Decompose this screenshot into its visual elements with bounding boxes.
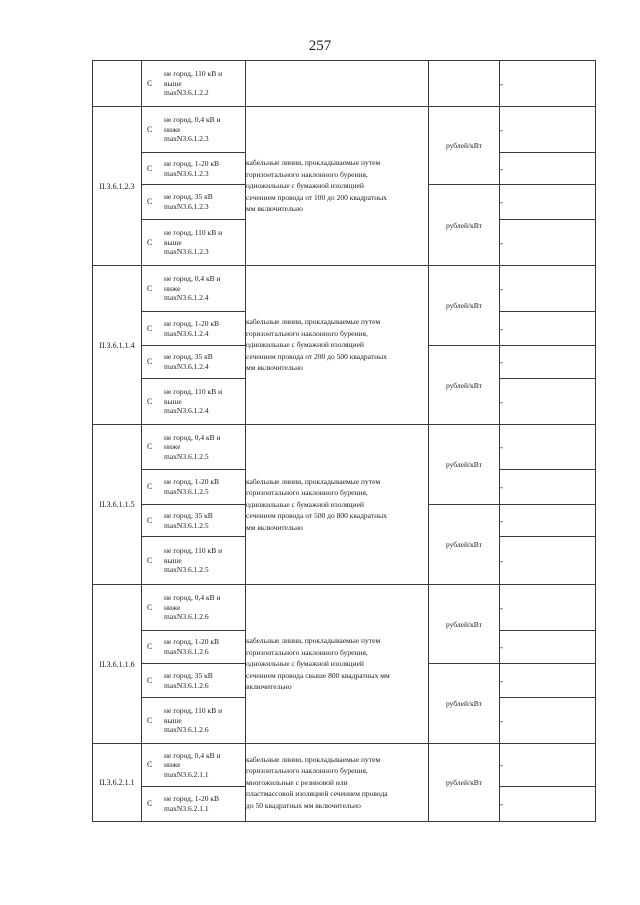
category-line: не город, 110 кВ и <box>164 706 223 716</box>
category-cell <box>142 312 246 346</box>
category-cell <box>142 379 246 425</box>
category-line: ниже <box>164 283 181 293</box>
value-cell: - <box>500 787 596 822</box>
category-line: ниже <box>164 442 181 452</box>
category-line: maxN3.6.1.2.4 <box>164 293 209 303</box>
value-cell: - <box>500 698 596 744</box>
category-line: не город, 1-20 кВ <box>164 477 219 487</box>
description-line: мм включительно <box>246 522 303 532</box>
unit-cell: рублей/кВт <box>429 107 500 185</box>
description-cell <box>246 425 429 585</box>
table-row <box>93 744 596 787</box>
description-empty <box>246 61 429 107</box>
category-line: maxN3.6.2.1.1 <box>164 769 209 779</box>
category-letter: С <box>147 124 153 134</box>
category-line: maxN3.6.1.2.3 <box>164 247 209 257</box>
value-cell: - <box>500 346 596 379</box>
category-text <box>164 476 245 497</box>
category-text <box>164 114 245 145</box>
value-cell: - <box>500 185 596 220</box>
category-line: не город, 110 кВ и <box>164 228 223 238</box>
category-letter: С <box>147 396 153 406</box>
category-line: maxN3.6.1.2.6 <box>164 612 209 622</box>
category-cell <box>142 266 246 312</box>
category-text <box>164 386 245 417</box>
category-line: не город, 0,4 кВ и <box>164 115 221 125</box>
category-line: maxN3.6.1.2.5 <box>164 520 209 530</box>
category-line: не город, 0,4 кВ и <box>164 274 221 284</box>
category-text <box>164 432 245 463</box>
description-line: одножильные с бумажной изоляцией <box>246 181 364 191</box>
description-line: горизонтального наклонного бурения, <box>246 766 368 776</box>
category-cell <box>142 470 246 505</box>
unit-cell: рублей/кВт <box>429 505 500 585</box>
description-cell <box>246 585 429 744</box>
category-cell <box>142 107 246 153</box>
category-cell <box>142 744 246 787</box>
category-text <box>164 191 245 212</box>
value-cell: - <box>500 744 596 787</box>
description-line: мм включительно <box>246 204 303 214</box>
category-text <box>164 318 245 339</box>
category-line: maxN3.6.1.2.5 <box>164 451 209 461</box>
unit-cell: рублей/кВт <box>429 664 500 744</box>
category-letter: С <box>147 163 153 173</box>
category-line: выше <box>164 555 182 565</box>
category-cell <box>142 185 246 220</box>
unit-cell: рублей/кВт <box>429 346 500 425</box>
category-text <box>164 227 245 258</box>
category-cell <box>142 787 246 822</box>
category-cell <box>142 220 246 266</box>
category-letter: С <box>147 357 153 367</box>
description-line: кабельные линии, прокладываемые путем <box>246 317 381 327</box>
description-line: одножильные с бумажной изоляцией <box>246 659 364 669</box>
category-text <box>164 750 245 781</box>
category-line: не город, 0,4 кВ и <box>164 432 221 442</box>
value-cell: - <box>500 631 596 664</box>
category-letter: С <box>147 482 153 492</box>
category-text <box>164 510 245 531</box>
category-line: выше <box>164 237 182 247</box>
category-line: maxN3.6.1.2.3 <box>164 202 209 211</box>
unit-cell: рублей/кВт <box>429 744 500 822</box>
description-cell <box>246 744 429 822</box>
category-line: maxN3.6.1.2.2 <box>164 88 209 98</box>
category-cell <box>142 698 246 744</box>
description-line: одножильные с бумажной изоляцией <box>246 499 364 509</box>
category-text <box>164 545 245 576</box>
category-line: не город, 1-20 кВ <box>164 794 219 804</box>
description-line: одножильные с бумажной изоляцией <box>246 340 364 350</box>
value-cell: - <box>500 379 596 425</box>
category-cell <box>142 425 246 470</box>
description-line: кабельные линии, прокладываемые путем <box>246 754 381 764</box>
category-cell <box>142 585 246 631</box>
section-code: II.3.6.1.1.5 <box>93 425 142 585</box>
section-code-empty <box>93 61 142 107</box>
value-cell: - <box>500 61 596 107</box>
description-line: до 50 квадратных мм включительно <box>246 800 361 810</box>
unit-cell: рублей/кВт <box>429 266 500 346</box>
category-line: ниже <box>164 602 181 612</box>
category-cell <box>142 631 246 664</box>
category-text <box>164 592 245 623</box>
category-cell <box>142 346 246 379</box>
category-line: выше <box>164 78 182 88</box>
section-code: II.3.6.2.1.1 <box>93 744 142 822</box>
category-cell <box>142 153 246 185</box>
description-cell <box>246 266 429 425</box>
value-cell: - <box>500 585 596 631</box>
category-letter: С <box>147 283 153 293</box>
value-cell: - <box>500 537 596 585</box>
category-line: не город, 35 кВ <box>164 670 213 680</box>
category-line: maxN3.6.1.2.5 <box>164 487 209 496</box>
category-line: не город, 0,4 кВ и <box>164 593 221 603</box>
value-cell: - <box>500 312 596 346</box>
unit-cell: рублей/кВт <box>429 425 500 505</box>
category-line: выше <box>164 715 182 725</box>
category-text <box>164 793 245 814</box>
category-line: не город, 110 кВ и <box>164 387 223 397</box>
category-line: maxN3.6.1.2.4 <box>164 328 209 338</box>
category-line: не город, 35 кВ <box>164 192 213 202</box>
description-line: сечением провода от 200 до 500 квадратных <box>246 351 387 361</box>
value-cell: - <box>500 107 596 153</box>
section-code: II.3.6.1.2.3 <box>93 107 142 266</box>
description-cell <box>246 107 429 266</box>
category-text <box>164 273 245 304</box>
category-line: не город, 35 кВ <box>164 510 213 520</box>
section-code: II.3.6.1.1.4 <box>93 266 142 425</box>
category-letter: С <box>147 323 153 333</box>
category-text <box>164 636 245 657</box>
category-cell <box>142 537 246 585</box>
description-line: пластмассовой изоляцией сечением провода <box>246 789 388 799</box>
category-line: maxN3.6.1.2.3 <box>164 168 209 178</box>
table-row <box>93 266 596 312</box>
section-code: II.3.6.1.1.6 <box>93 585 142 744</box>
category-line: maxN3.6.1.2.6 <box>164 725 209 735</box>
category-line: не город, 1-20 кВ <box>164 158 219 168</box>
category-text <box>164 68 245 99</box>
category-letter: С <box>147 602 153 612</box>
table-row <box>93 61 596 107</box>
value-cell: - <box>500 664 596 698</box>
unit-empty <box>429 61 500 107</box>
description-line: кабельные линии, прокладываемые путем <box>246 476 381 486</box>
category-letter: С <box>147 555 153 565</box>
value-cell: - <box>500 470 596 505</box>
category-line: maxN3.6.1.2.6 <box>164 680 209 690</box>
value-cell: - <box>500 153 596 185</box>
tariff-table <box>92 60 596 822</box>
category-letter: С <box>147 715 153 725</box>
description-line: сечением провода свыше 800 квадратных мм <box>246 670 390 680</box>
category-letter: С <box>147 197 153 207</box>
description-line: многожильные с резиновой или <box>246 777 348 787</box>
description-line: кабельные линии, прокладываемые путем <box>246 158 381 168</box>
category-letter: С <box>147 642 153 652</box>
description-line: горизонтального наклонного бурения, <box>246 328 368 338</box>
description-line: мм включительно <box>246 363 303 373</box>
page-number: 257 <box>308 38 332 54</box>
category-line: не город, 1-20 кВ <box>164 637 219 647</box>
category-line: не город, 1-20 кВ <box>164 318 219 328</box>
category-text <box>164 351 245 372</box>
description-line: горизонтального наклонного бурения, <box>246 169 368 179</box>
category-letter: С <box>147 760 153 770</box>
category-line: maxN3.6.1.2.3 <box>164 134 209 144</box>
category-line: не город, 110 кВ и <box>164 69 223 79</box>
unit-cell: рублей/кВт <box>429 585 500 664</box>
description-line: кабельные линии, прокладываемые путем <box>246 636 381 646</box>
value-cell: - <box>500 505 596 537</box>
category-line: ниже <box>164 760 181 770</box>
category-line: maxN3.6.1.2.6 <box>164 647 209 656</box>
description-line: сечением провода от 100 до 200 квадратных <box>246 192 387 202</box>
description-line: сечением провода от 500 до 800 квадратных <box>246 511 387 521</box>
category-line: ниже <box>164 124 181 134</box>
table-row <box>93 585 596 631</box>
category-line: не город, 35 кВ <box>164 352 213 362</box>
category-letter: С <box>147 78 153 88</box>
category-letter: С <box>147 799 153 809</box>
value-cell: - <box>500 425 596 470</box>
description-line: включительно <box>246 682 292 692</box>
category-line: maxN3.6.1.2.5 <box>164 565 209 575</box>
table-row <box>93 107 596 153</box>
category-text <box>164 705 245 736</box>
category-line: maxN3.6.1.2.4 <box>164 362 209 371</box>
category-text <box>164 158 245 179</box>
value-cell: - <box>500 266 596 312</box>
category-cell <box>142 61 246 107</box>
unit-cell: рублей/кВт <box>429 185 500 266</box>
category-cell <box>142 664 246 698</box>
category-line: выше <box>164 396 182 406</box>
value-cell: - <box>500 220 596 266</box>
category-letter: С <box>147 675 153 685</box>
category-line: не город, 110 кВ и <box>164 546 223 556</box>
description-line: горизонтального наклонного бурения, <box>246 488 368 498</box>
table-row <box>93 425 596 470</box>
category-letter: С <box>147 237 153 247</box>
category-text <box>164 670 245 691</box>
category-cell <box>142 505 246 537</box>
category-line: не город, 0,4 кВ и <box>164 750 221 760</box>
category-line: maxN3.6.1.2.4 <box>164 406 209 416</box>
description-line: горизонтального наклонного бурения, <box>246 647 368 657</box>
category-letter: С <box>147 442 153 452</box>
category-line: maxN3.6.2.1.1 <box>164 804 209 813</box>
category-letter: С <box>147 515 153 525</box>
